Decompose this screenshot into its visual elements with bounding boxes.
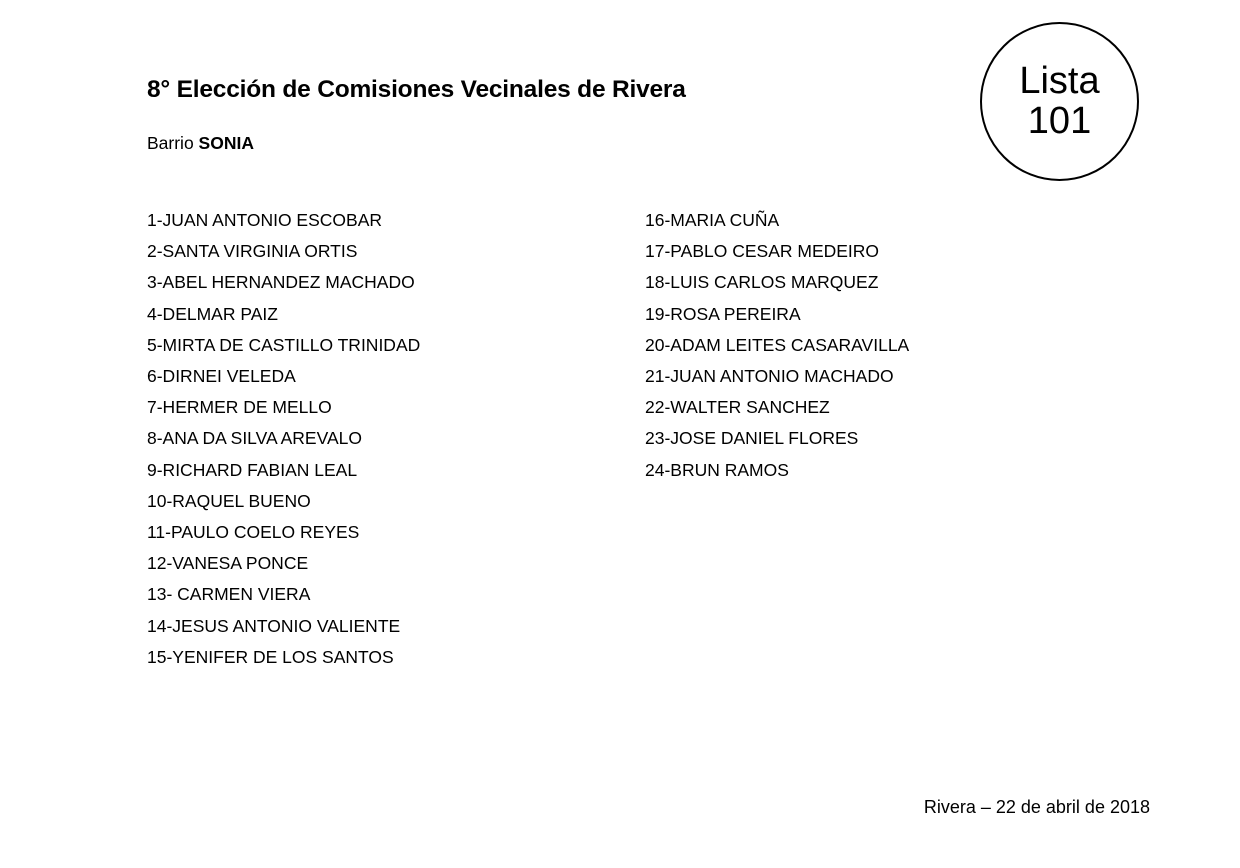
candidate-column-right (645, 205, 909, 486)
page-title: 8° Elección de Comisiones Vecinales de Rivera (147, 76, 686, 103)
candidate-item: 18-LUIS CARLOS MARQUEZ (645, 272, 879, 293)
candidate-item: 9-RICHARD FABIAN LEAL (147, 459, 358, 480)
candidate-item: 16-MARIA CUÑA (645, 210, 780, 230)
barrio-line (147, 133, 254, 154)
candidate-item: 22-WALTER SANCHEZ (645, 397, 830, 418)
candidate-item: 12-VANESA PONCE (147, 553, 309, 574)
candidate-item: 23-JOSE DANIEL FLORES (645, 428, 859, 449)
candidate-item: 6-DIRNEI VELEDA (147, 366, 296, 387)
candidate-item: 21-JUAN ANTONIO MACHADO (645, 366, 894, 387)
barrio-name: SONIA (198, 133, 254, 153)
lista-badge (980, 22, 1139, 181)
footer-place-date: Rivera – 22 de abril de 2018 (923, 797, 1150, 817)
candidate-item: 8-ANA DA SILVA AREVALO (147, 428, 362, 449)
candidate-item: 24-BRUN RAMOS (645, 459, 789, 480)
candidate-item: 7-HERMER DE MELLO (147, 397, 332, 418)
barrio-label: Barrio (147, 133, 199, 153)
candidate-item: 14-JESUS ANTONIO VALIENTE (147, 615, 401, 636)
candidate-item: 5-MIRTA DE CASTILLO TRINIDAD (147, 334, 421, 355)
candidate-item: 15-YENIFER DE LOS SANTOS (147, 646, 394, 667)
candidate-item: 17-PABLO CESAR MEDEIRO (645, 241, 880, 262)
lista-badge-number: 101 (1027, 99, 1092, 142)
candidate-column-left (147, 205, 420, 673)
candidate-item: 19-ROSA PEREIRA (645, 303, 801, 324)
candidate-item: 3-ABEL HERNANDEZ MACHADO (147, 272, 415, 293)
candidate-item: 1-JUAN ANTONIO ESCOBAR (147, 210, 383, 230)
candidate-item: 10-RAQUEL BUENO (147, 490, 311, 511)
candidate-item: 2-SANTA VIRGINIA ORTIS (147, 241, 358, 262)
lista-badge-word: Lista (1019, 59, 1100, 102)
candidate-item: 13- CARMEN VIERA (147, 584, 311, 605)
candidate-item: 4-DELMAR PAIZ (147, 303, 278, 324)
candidate-item: 11-PAULO COELO REYES (147, 522, 360, 543)
candidate-item: 20-ADAM LEITES CASARAVILLA (645, 334, 910, 355)
